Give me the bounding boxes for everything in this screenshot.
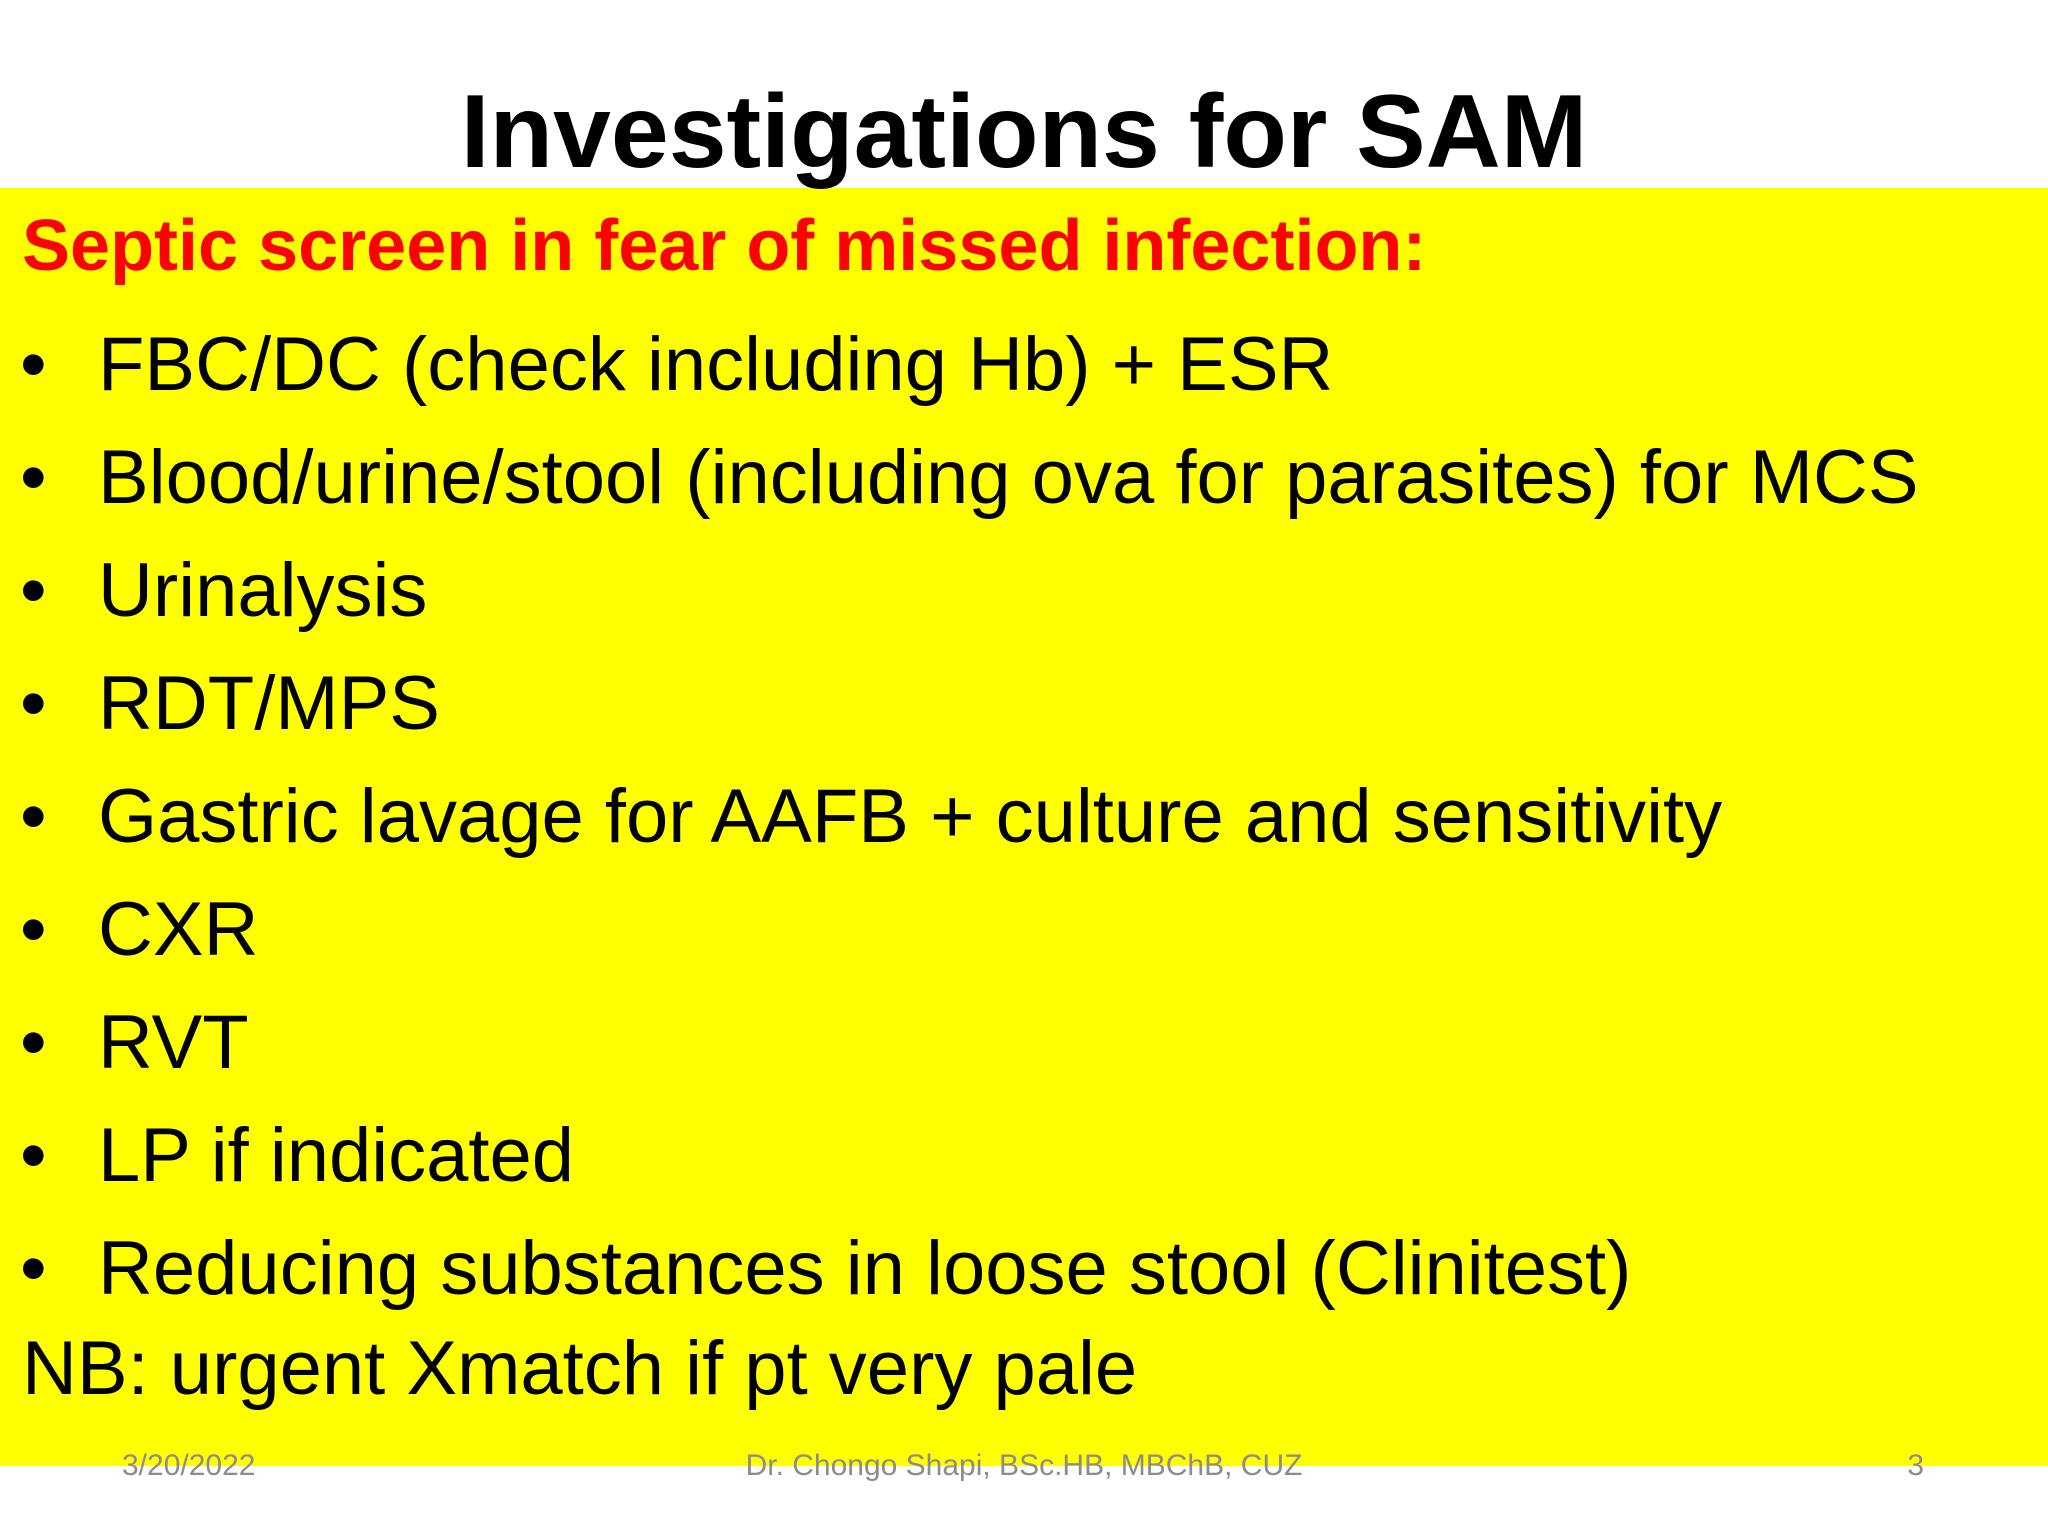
slide-number: 3 bbox=[1907, 1449, 1924, 1482]
list-item-text: LP if indicated bbox=[98, 1113, 575, 1198]
list-item-text: CXR bbox=[98, 887, 259, 972]
bullet-icon: • bbox=[20, 1113, 47, 1198]
list-item-text: Blood/urine/stool (including ova for parasites) for MCS bbox=[98, 435, 1919, 520]
footer-author: Dr. Chongo Shapi, BSc.HB, MBChB, CUZ bbox=[745, 1449, 1303, 1482]
list-item-text: Urinalysis bbox=[98, 548, 428, 633]
list-item-text: RDT/MPS bbox=[98, 661, 440, 746]
list-item-text: RVT bbox=[98, 1000, 249, 1085]
list-item-text: FBC/DC (check including Hb) + ESR bbox=[98, 322, 1334, 407]
bullet-icon: • bbox=[20, 887, 47, 972]
bullet-icon: • bbox=[20, 661, 47, 746]
list-item-text: Reducing substances in loose stool (Clinitest) bbox=[98, 1226, 1632, 1311]
bullet-icon: • bbox=[20, 1226, 47, 1311]
list-item-text: Gastric lavage for AAFB + culture and sensitivity bbox=[98, 774, 1723, 859]
bullet-icon: • bbox=[20, 1000, 47, 1085]
note-text: NB: urgent Xmatch if pt very pale bbox=[22, 1326, 1138, 1411]
bullet-icon: • bbox=[20, 435, 47, 520]
bullet-icon: • bbox=[20, 774, 47, 859]
slide-title: Investigations for SAM bbox=[460, 74, 1588, 190]
footer-date: 3/20/2022 bbox=[122, 1449, 256, 1482]
bullet-icon: • bbox=[20, 322, 47, 407]
section-heading: Septic screen in fear of missed infection: bbox=[22, 206, 1427, 286]
bullet-icon: • bbox=[20, 548, 47, 633]
